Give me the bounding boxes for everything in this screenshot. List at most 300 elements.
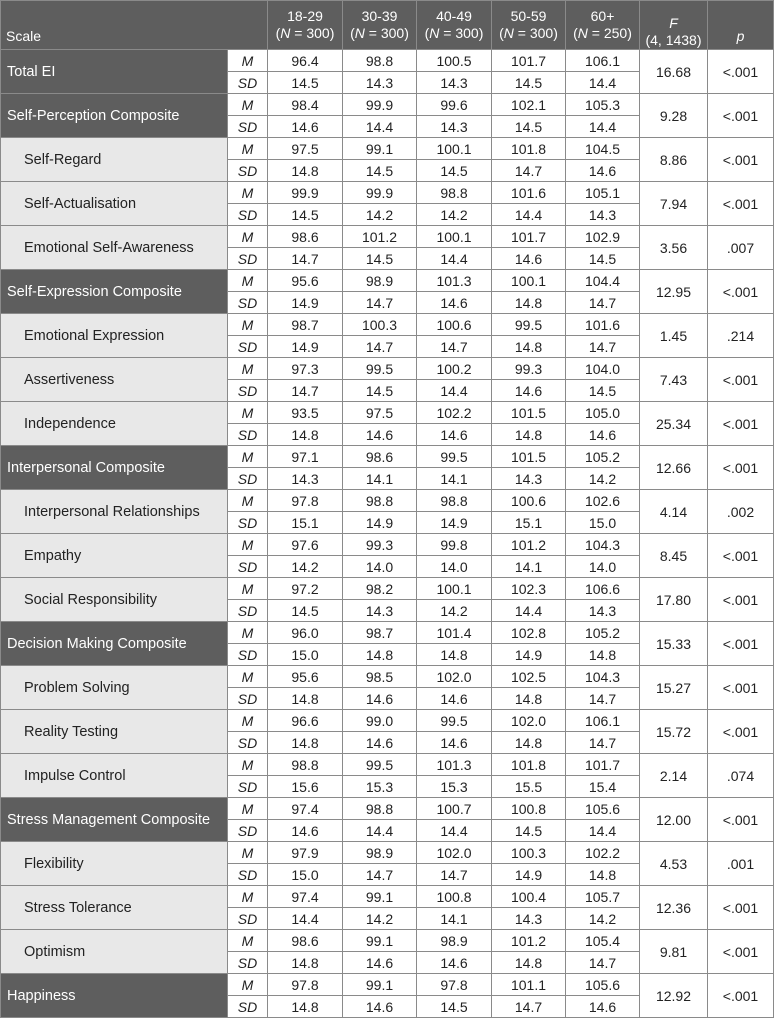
stat-label-sd: SD <box>228 908 268 930</box>
stat-label-mean: M <box>228 930 268 952</box>
stat-label-sd: SD <box>228 424 268 446</box>
f-value: 25.34 <box>640 402 708 446</box>
mean-value: 98.6 <box>343 446 417 468</box>
mean-value: 101.5 <box>492 402 566 424</box>
group-header: 30-39 (N = 300) <box>343 1 417 50</box>
mean-value: 101.7 <box>566 754 640 776</box>
mean-value: 105.1 <box>566 182 640 204</box>
stat-label-sd: SD <box>228 72 268 94</box>
sd-value: 14.8 <box>268 160 343 182</box>
sd-value: 14.8 <box>566 644 640 666</box>
p-value: <.001 <box>708 402 774 446</box>
table-header <box>1 1 774 50</box>
stat-label-mean: M <box>228 798 268 820</box>
stat-label-sd: SD <box>228 204 268 226</box>
mean-value: 101.8 <box>492 138 566 160</box>
f-value: 9.28 <box>640 94 708 138</box>
mean-value: 102.3 <box>492 578 566 600</box>
stat-label-sd: SD <box>228 864 268 886</box>
p-value: <.001 <box>708 798 774 842</box>
sd-value: 14.0 <box>566 556 640 578</box>
sd-value: 15.4 <box>566 776 640 798</box>
sd-value: 14.2 <box>566 468 640 490</box>
sd-value: 14.7 <box>492 160 566 182</box>
mean-value: 101.3 <box>417 754 492 776</box>
p-value: <.001 <box>708 930 774 974</box>
f-value: 4.53 <box>640 842 708 886</box>
f-value: 4.14 <box>640 490 708 534</box>
stat-label-mean: M <box>228 666 268 688</box>
mean-value: 100.8 <box>417 886 492 908</box>
mean-value: 105.2 <box>566 622 640 644</box>
sd-value: 14.6 <box>566 424 640 446</box>
subscale-name: Self-Actualisation <box>1 182 228 226</box>
mean-value: 105.3 <box>566 94 640 116</box>
sd-value: 14.4 <box>343 116 417 138</box>
mean-value: 97.8 <box>417 974 492 996</box>
group-header: 40-49 (N = 300) <box>417 1 492 50</box>
mean-value: 99.5 <box>343 358 417 380</box>
sd-value: 14.3 <box>492 908 566 930</box>
sd-value: 14.6 <box>566 160 640 182</box>
mean-value: 98.6 <box>268 930 343 952</box>
f-value: 15.27 <box>640 666 708 710</box>
age-range: 60+ <box>590 8 615 24</box>
n-label: N <box>280 25 291 41</box>
n-value: = 300) <box>517 25 558 41</box>
mean-value: 96.0 <box>268 622 343 644</box>
stat-label-sd: SD <box>228 732 268 754</box>
sd-value: 14.9 <box>343 512 417 534</box>
sd-value: 14.6 <box>343 688 417 710</box>
p-value: <.001 <box>708 270 774 314</box>
mean-value: 97.2 <box>268 578 343 600</box>
mean-value: 104.3 <box>566 534 640 556</box>
sd-value: 14.5 <box>343 380 417 402</box>
stat-label-sd: SD <box>228 776 268 798</box>
f-df: (4, 1438) <box>645 32 702 48</box>
sd-value: 14.3 <box>492 468 566 490</box>
composite-scale-name: Self-Perception Composite <box>1 94 228 138</box>
subscale-name: Emotional Expression <box>1 314 228 358</box>
sd-value: 15.0 <box>566 512 640 534</box>
mean-value: 102.5 <box>492 666 566 688</box>
stat-label-sd: SD <box>228 380 268 402</box>
mean-value: 97.6 <box>268 534 343 556</box>
sd-value: 14.5 <box>492 72 566 94</box>
mean-value: 97.8 <box>268 490 343 512</box>
mean-value: 101.6 <box>566 314 640 336</box>
mean-value: 100.5 <box>417 50 492 72</box>
sd-value: 14.6 <box>343 996 417 1018</box>
f-header <box>640 1 708 50</box>
mean-value: 101.7 <box>492 50 566 72</box>
stat-label-sd: SD <box>228 248 268 270</box>
sd-value: 14.5 <box>492 820 566 842</box>
p-value: .214 <box>708 314 774 358</box>
mean-value: 102.0 <box>492 710 566 732</box>
p-value: <.001 <box>708 974 774 1018</box>
p-value: <.001 <box>708 578 774 622</box>
mean-value: 100.6 <box>417 314 492 336</box>
composite-scale-name: Self-Expression Composite <box>1 270 228 314</box>
f-value: 2.14 <box>640 754 708 798</box>
sd-value: 14.5 <box>492 116 566 138</box>
mean-value: 93.5 <box>268 402 343 424</box>
mean-value: 105.0 <box>566 402 640 424</box>
sd-value: 14.7 <box>566 688 640 710</box>
mean-value: 98.8 <box>343 50 417 72</box>
table-row-mean <box>1 490 774 512</box>
mean-value: 102.1 <box>492 94 566 116</box>
mean-value: 100.1 <box>492 270 566 292</box>
table-row-mean <box>1 50 774 72</box>
sd-value: 15.0 <box>268 864 343 886</box>
stat-label-mean: M <box>228 534 268 556</box>
p-value: <.001 <box>708 138 774 182</box>
mean-value: 101.2 <box>492 930 566 952</box>
sd-value: 14.6 <box>566 996 640 1018</box>
sd-value: 14.2 <box>268 556 343 578</box>
stat-label-mean: M <box>228 314 268 336</box>
subscale-name: Emotional Self-Awareness <box>1 226 228 270</box>
sd-value: 14.5 <box>268 600 343 622</box>
sd-value: 14.6 <box>417 688 492 710</box>
sd-value: 14.7 <box>566 732 640 754</box>
mean-value: 102.2 <box>417 402 492 424</box>
sd-value: 14.4 <box>492 204 566 226</box>
mean-value: 101.3 <box>417 270 492 292</box>
sd-value: 14.6 <box>417 732 492 754</box>
mean-value: 106.1 <box>566 710 640 732</box>
sd-value: 14.9 <box>492 644 566 666</box>
p-value: .001 <box>708 842 774 886</box>
composite-scale-name: Decision Making Composite <box>1 622 228 666</box>
sd-value: 14.8 <box>417 644 492 666</box>
mean-value: 101.5 <box>492 446 566 468</box>
table-row-mean <box>1 666 774 688</box>
sd-value: 14.3 <box>417 116 492 138</box>
sd-value: 14.7 <box>268 248 343 270</box>
mean-value: 102.2 <box>566 842 640 864</box>
stat-label-sd: SD <box>228 644 268 666</box>
stat-label-mean: M <box>228 182 268 204</box>
f-value: 17.80 <box>640 578 708 622</box>
mean-value: 101.2 <box>492 534 566 556</box>
mean-value: 100.4 <box>492 886 566 908</box>
mean-value: 105.7 <box>566 886 640 908</box>
mean-value: 95.6 <box>268 270 343 292</box>
table-row-mean <box>1 754 774 776</box>
mean-value: 99.5 <box>492 314 566 336</box>
subscale-name: Self-Regard <box>1 138 228 182</box>
p-value: <.001 <box>708 94 774 138</box>
sd-value: 15.3 <box>417 776 492 798</box>
sd-value: 14.4 <box>417 248 492 270</box>
mean-value: 105.6 <box>566 798 640 820</box>
mean-value: 102.8 <box>492 622 566 644</box>
mean-value: 104.5 <box>566 138 640 160</box>
sd-value: 14.7 <box>492 996 566 1018</box>
f-value: 9.81 <box>640 930 708 974</box>
f-value: 7.43 <box>640 358 708 402</box>
sd-value: 14.5 <box>566 248 640 270</box>
mean-value: 101.4 <box>417 622 492 644</box>
f-value: 3.56 <box>640 226 708 270</box>
sd-value: 14.6 <box>343 952 417 974</box>
f-value: 8.45 <box>640 534 708 578</box>
f-value: 12.92 <box>640 974 708 1018</box>
p-value: .002 <box>708 490 774 534</box>
mean-value: 98.8 <box>417 182 492 204</box>
stat-label-sd: SD <box>228 336 268 358</box>
stat-label-mean: M <box>228 974 268 996</box>
mean-value: 102.6 <box>566 490 640 512</box>
stat-label-sd: SD <box>228 952 268 974</box>
sd-value: 15.6 <box>268 776 343 798</box>
mean-value: 102.0 <box>417 666 492 688</box>
mean-value: 98.6 <box>268 226 343 248</box>
mean-value: 98.8 <box>343 490 417 512</box>
subscale-name: Reality Testing <box>1 710 228 754</box>
f-label: F <box>669 15 678 31</box>
mean-value: 99.9 <box>343 182 417 204</box>
n-value: = 300) <box>368 25 409 41</box>
f-value: 12.95 <box>640 270 708 314</box>
sd-value: 14.4 <box>268 908 343 930</box>
composite-scale-name: Interpersonal Composite <box>1 446 228 490</box>
subscale-name: Interpersonal Relationships <box>1 490 228 534</box>
sd-value: 14.3 <box>343 600 417 622</box>
sd-value: 14.5 <box>417 160 492 182</box>
stat-label-sd: SD <box>228 556 268 578</box>
subscale-name: Independence <box>1 402 228 446</box>
subscale-name: Stress Tolerance <box>1 886 228 930</box>
stat-label-mean: M <box>228 50 268 72</box>
sd-value: 14.4 <box>566 116 640 138</box>
stat-label-mean: M <box>228 622 268 644</box>
sd-value: 14.2 <box>343 908 417 930</box>
stat-label-sd: SD <box>228 820 268 842</box>
stat-label-sd: SD <box>228 160 268 182</box>
mean-value: 99.5 <box>343 754 417 776</box>
n-label: N <box>577 25 588 41</box>
sd-value: 14.8 <box>566 864 640 886</box>
mean-value: 99.8 <box>417 534 492 556</box>
sd-value: 14.1 <box>343 468 417 490</box>
sd-value: 14.7 <box>566 292 640 314</box>
mean-value: 98.5 <box>343 666 417 688</box>
sd-value: 14.3 <box>566 600 640 622</box>
p-value: <.001 <box>708 666 774 710</box>
sd-value: 14.8 <box>492 688 566 710</box>
scale-header: Scale <box>1 1 268 50</box>
stat-label-mean: M <box>228 754 268 776</box>
subscale-name: Empathy <box>1 534 228 578</box>
stat-label-mean: M <box>228 226 268 248</box>
table-row-mean <box>1 314 774 336</box>
subscale-name: Flexibility <box>1 842 228 886</box>
mean-value: 102.0 <box>417 842 492 864</box>
mean-value: 102.9 <box>566 226 640 248</box>
sd-value: 14.8 <box>492 952 566 974</box>
mean-value: 98.8 <box>268 754 343 776</box>
stat-label-mean: M <box>228 270 268 292</box>
sd-value: 14.9 <box>492 864 566 886</box>
mean-value: 99.5 <box>417 446 492 468</box>
sd-value: 14.1 <box>417 908 492 930</box>
mean-value: 101.2 <box>343 226 417 248</box>
sd-value: 14.2 <box>417 600 492 622</box>
sd-value: 14.7 <box>417 864 492 886</box>
composite-scale-name: Stress Management Composite <box>1 798 228 842</box>
sd-value: 14.4 <box>566 72 640 94</box>
sd-value: 14.8 <box>492 336 566 358</box>
group-header: 50-59 (N = 300) <box>492 1 566 50</box>
sd-value: 14.1 <box>417 468 492 490</box>
subscale-name: Impulse Control <box>1 754 228 798</box>
mean-value: 97.5 <box>268 138 343 160</box>
n-value: = 300) <box>443 25 484 41</box>
sd-value: 14.7 <box>343 292 417 314</box>
mean-value: 99.6 <box>417 94 492 116</box>
mean-value: 97.5 <box>343 402 417 424</box>
sd-value: 15.1 <box>268 512 343 534</box>
f-value: 12.36 <box>640 886 708 930</box>
p-header <box>708 1 774 50</box>
stat-label-mean: M <box>228 886 268 908</box>
sd-value: 14.4 <box>492 600 566 622</box>
sd-value: 14.3 <box>417 72 492 94</box>
mean-value: 100.8 <box>492 798 566 820</box>
sd-value: 14.6 <box>417 292 492 314</box>
mean-value: 99.1 <box>343 930 417 952</box>
sd-value: 14.5 <box>417 996 492 1018</box>
sd-value: 15.5 <box>492 776 566 798</box>
sd-value: 14.3 <box>268 468 343 490</box>
mean-value: 95.6 <box>268 666 343 688</box>
table-row-mean <box>1 578 774 600</box>
mean-value: 97.4 <box>268 886 343 908</box>
sd-value: 14.8 <box>492 292 566 314</box>
sd-value: 14.7 <box>343 336 417 358</box>
mean-value: 97.8 <box>268 974 343 996</box>
stat-label-mean: M <box>228 710 268 732</box>
stat-label-mean: M <box>228 490 268 512</box>
age-range: 50-59 <box>510 8 547 24</box>
mean-value: 99.3 <box>492 358 566 380</box>
sd-value: 14.7 <box>417 336 492 358</box>
f-value: 15.72 <box>640 710 708 754</box>
mean-value: 97.4 <box>268 798 343 820</box>
mean-value: 96.6 <box>268 710 343 732</box>
mean-value: 99.3 <box>343 534 417 556</box>
table-row-mean <box>1 182 774 204</box>
n-label: N <box>503 25 514 41</box>
subscale-name: Optimism <box>1 930 228 974</box>
mean-value: 101.8 <box>492 754 566 776</box>
sd-value: 14.8 <box>268 688 343 710</box>
composite-scale-name: Total EI <box>1 50 228 94</box>
sd-value: 14.6 <box>492 248 566 270</box>
table-row-mean <box>1 798 774 820</box>
stat-label-mean: M <box>228 446 268 468</box>
sd-value: 15.1 <box>492 512 566 534</box>
mean-value: 105.2 <box>566 446 640 468</box>
f-value: 1.45 <box>640 314 708 358</box>
composite-scale-name: Happiness <box>1 974 228 1018</box>
sd-value: 15.0 <box>268 644 343 666</box>
mean-value: 99.1 <box>343 138 417 160</box>
stat-label-mean: M <box>228 358 268 380</box>
subscale-name: Problem Solving <box>1 666 228 710</box>
mean-value: 104.0 <box>566 358 640 380</box>
mean-value: 98.9 <box>343 842 417 864</box>
p-value: <.001 <box>708 358 774 402</box>
table-row-mean <box>1 446 774 468</box>
p-value: <.001 <box>708 534 774 578</box>
mean-value: 100.1 <box>417 138 492 160</box>
mean-value: 98.9 <box>343 270 417 292</box>
mean-value: 98.2 <box>343 578 417 600</box>
stat-label-mean: M <box>228 578 268 600</box>
p-value: <.001 <box>708 622 774 666</box>
p-value: <.001 <box>708 446 774 490</box>
mean-value: 101.7 <box>492 226 566 248</box>
sd-value: 14.7 <box>343 864 417 886</box>
mean-value: 97.1 <box>268 446 343 468</box>
sd-value: 14.6 <box>343 732 417 754</box>
p-value: <.001 <box>708 50 774 94</box>
mean-value: 99.0 <box>343 710 417 732</box>
sd-value: 14.8 <box>268 732 343 754</box>
sd-value: 14.6 <box>268 820 343 842</box>
n-label: N <box>354 25 365 41</box>
table-row-mean <box>1 710 774 732</box>
mean-value: 98.8 <box>417 490 492 512</box>
sd-value: 14.8 <box>492 732 566 754</box>
table-row-mean <box>1 842 774 864</box>
table-row-mean <box>1 94 774 116</box>
mean-value: 98.9 <box>417 930 492 952</box>
table-row-mean <box>1 226 774 248</box>
table-row-mean <box>1 358 774 380</box>
mean-value: 98.4 <box>268 94 343 116</box>
sd-value: 14.1 <box>492 556 566 578</box>
mean-value: 98.7 <box>268 314 343 336</box>
sd-value: 14.4 <box>417 820 492 842</box>
stat-label-mean: M <box>228 842 268 864</box>
mean-value: 104.4 <box>566 270 640 292</box>
table-row-mean <box>1 930 774 952</box>
mean-value: 100.1 <box>417 578 492 600</box>
group-header: 60+ (N = 250) <box>566 1 640 50</box>
mean-value: 99.9 <box>343 94 417 116</box>
sd-value: 14.5 <box>343 160 417 182</box>
sd-value: 14.4 <box>566 820 640 842</box>
sd-value: 14.3 <box>566 204 640 226</box>
n-label: N <box>429 25 440 41</box>
sd-value: 14.8 <box>268 952 343 974</box>
sd-value: 14.5 <box>268 204 343 226</box>
sd-value: 14.6 <box>268 116 343 138</box>
table-row-mean <box>1 138 774 160</box>
sd-value: 14.4 <box>417 380 492 402</box>
stat-label-sd: SD <box>228 468 268 490</box>
age-range: 30-39 <box>361 8 398 24</box>
f-value: 15.33 <box>640 622 708 666</box>
n-value: = 250) <box>591 25 632 41</box>
